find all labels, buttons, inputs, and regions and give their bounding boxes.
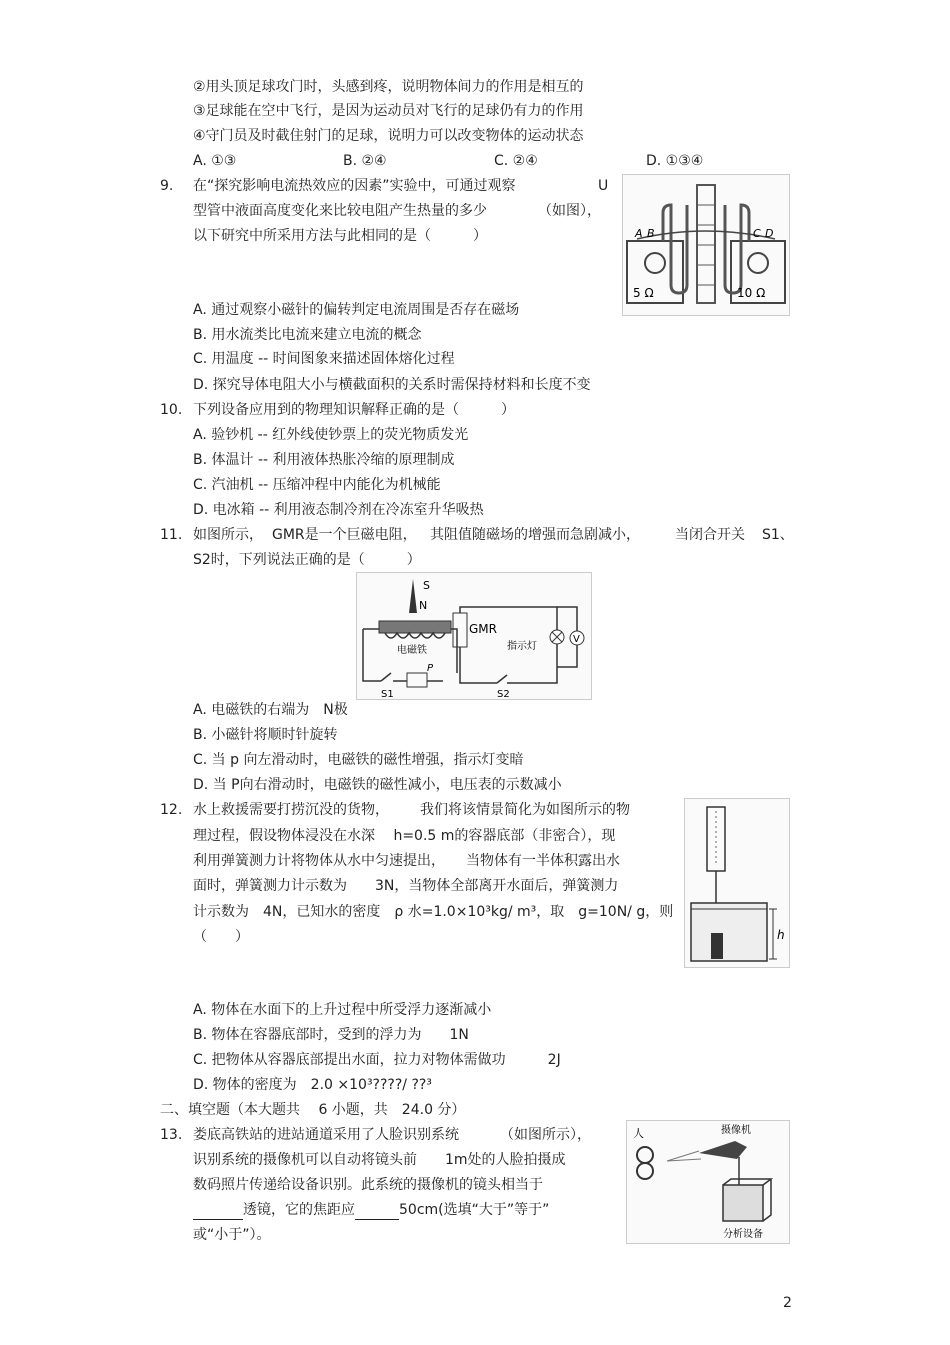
- q9-u-tube-figure: [622, 174, 790, 316]
- q12-stem-line5: 计示数为 4N，已知水的密度 ρ 水=1.0×10³kg/ m³，取 g=10N/ g，则: [193, 904, 674, 920]
- q9-stem-line3: 以下研究中所采用方法与此相同的是（ ）: [193, 228, 487, 244]
- label-n: N: [419, 599, 428, 612]
- q13-stem-line4: [193, 1200, 549, 1220]
- q12-option-a: A. 物体在水面下的上升过程中所受浮力逐渐减小: [193, 1002, 492, 1018]
- q10-option-b: B. 体温计 -- 利用液体热胀冷缩的原理制成: [193, 452, 455, 468]
- label-s1: S1: [381, 689, 394, 699]
- q13-stem-a: 娄底高铁站的进站通道采用了人脸识别系统: [193, 1127, 459, 1143]
- q12-stem-line2: 理过程，假设物体浸没在水深 h=0.5 m的容器底部（非密合），现: [193, 828, 616, 844]
- q11-stem-c: 其阻值随磁场的增强而急剧减小，: [430, 527, 640, 543]
- q12-spring-scale-figure: [684, 798, 790, 968]
- question-number-12: 12.: [160, 802, 183, 818]
- label-analysis-device: 分析设备: [723, 1229, 763, 1240]
- q13-stem-line3: 数码照片传递给设备识别。此系统的摄像机的镜头相当于: [193, 1177, 543, 1193]
- label-a: A: [635, 227, 643, 240]
- label-electromagnet: 电磁铁: [397, 645, 427, 656]
- q12-stem-line4: 面时，弹簧测力计示数为 3N，当物体全部离开水面后，弹簧测力: [193, 878, 619, 894]
- q9-stem-u: U: [598, 178, 609, 194]
- section-heading-fill-in: 二、填空题（本大题共 6 小题，共 24.0 分）: [160, 1102, 466, 1118]
- q11-option-a: A. 电磁铁的右端为 N极: [193, 702, 348, 718]
- label-c: C: [753, 227, 761, 240]
- option-c: C. ②④: [494, 153, 538, 169]
- q12-diagram: [685, 799, 789, 967]
- answer-blank-2[interactable]: [355, 1205, 399, 1220]
- q11-circuit-figure: [356, 572, 592, 700]
- label-gmr: GMR: [469, 622, 497, 636]
- label-s: S: [423, 579, 430, 592]
- q12-stem-a: 水上救援需要打捞沉没的货物，: [193, 802, 389, 818]
- q13-diagram: [627, 1121, 789, 1243]
- label-b: B: [647, 227, 655, 240]
- question-number-11: 11.: [160, 527, 183, 543]
- q10-option-a: A. 验钞机 -- 红外线使钞票上的荧光物质发光: [193, 427, 469, 443]
- option-a: A. ①③: [193, 153, 237, 169]
- q9-option-a: A. 通过观察小磁针的偏转判定电流周围是否存在磁场: [193, 302, 520, 318]
- q13-stem-line4b: 50cm(选填“大于”等于”: [399, 1202, 550, 1218]
- q9-stem-line1: 在“探究影响电流热效应的因素”实验中，可通过观察: [193, 178, 516, 194]
- q12-stem-line6: （ ）: [193, 929, 249, 945]
- label-10-ohm: 10 Ω: [737, 286, 766, 300]
- q13-stem-line5: 或“小于”）。: [193, 1227, 271, 1243]
- label-camera: 摄像机: [721, 1125, 751, 1136]
- label-5-ohm: 5 Ω: [633, 286, 654, 300]
- q11-stem-b: GMR是一个巨磁电阻，: [272, 527, 417, 543]
- q9-stem-line2b: （如图），: [538, 203, 601, 219]
- q9-stem-line2: 型管中液面高度变化来比较电阻产生热量的多少: [193, 203, 487, 219]
- page-number: 2: [783, 1295, 792, 1311]
- q10-option-d: D. 电冰箱 -- 利用液态制冷剂在冷冻室升华吸热: [193, 502, 484, 518]
- q11-option-b: B. 小磁针将顺时针旋转: [193, 727, 338, 743]
- q9-diagram: [623, 175, 789, 315]
- q9-option-d: D. 探究导体电阻大小与横截面积的关系时需保持材料和长度不变: [193, 377, 591, 393]
- label-indicator-lamp: 指示灯: [507, 641, 537, 652]
- q11-option-d: D. 当 P向右滑动时，电磁铁的磁性减小，电压表的示数减小: [193, 777, 562, 793]
- label-p: P: [427, 663, 434, 674]
- q11-option-c: C. 当 p 向左滑动时，电磁铁的磁性增强，指示灯变暗: [193, 752, 524, 768]
- q13-stem-line2: 识别系统的摄像机可以自动将镜头前 1m处的人脸拍摄成: [193, 1152, 566, 1168]
- question-number-9: 9.: [160, 178, 174, 194]
- label-voltmeter: V: [573, 634, 580, 645]
- q11-stem-d: 当闭合开关: [675, 527, 745, 543]
- answer-blank-1[interactable]: [193, 1205, 243, 1220]
- q12-stem-b: 我们将该情景简化为如图所示的物: [420, 802, 630, 818]
- q12-stem-line3: 利用弹簧测力计将物体从水中匀速提出， 当物体有一半体积露出水: [193, 853, 620, 869]
- q11-stem-line2: S2时，下列说法正确的是（ ）: [193, 552, 421, 568]
- label-s2: S2: [497, 689, 510, 699]
- q12-option-b: B. 物体在容器底部时，受到的浮力为 1N: [193, 1027, 469, 1043]
- q10-option-c: C. 汽油机 -- 压缩冲程中内能化为机械能: [193, 477, 441, 493]
- question-number-13: 13.: [160, 1127, 183, 1143]
- statement-3: ③足球能在空中飞行，是因为运动员对飞行的足球仍有力的作用: [193, 103, 584, 119]
- option-b: B. ②④: [343, 153, 387, 169]
- q9-option-c: C. 用温度 -- 时间图象来描述固体熔化过程: [193, 351, 455, 367]
- q11-diagram: [357, 573, 591, 699]
- statement-2: ②用头顶足球攻门时，头感到疼，说明物体间力的作用是相互的: [193, 79, 584, 95]
- q11-stem-e: S1、: [762, 527, 794, 543]
- q13-stem-b: （如图所示），: [500, 1127, 591, 1143]
- q9-option-b: B. 用水流类比电流来建立电流的概念: [193, 327, 422, 343]
- q12-option-d: D. 物体的密度为 2.0 ×10³????/ ??³: [193, 1077, 432, 1093]
- option-d: D. ①③④: [646, 153, 704, 169]
- label-d: D: [765, 227, 774, 240]
- label-h: h: [777, 928, 785, 942]
- q12-option-c: C. 把物体从容器底部提出水面，拉力对物体需做功 2J: [193, 1052, 561, 1068]
- q13-face-recognition-figure: [626, 1120, 790, 1244]
- statement-4: ④守门员及时截住射门的足球，说明力可以改变物体的运动状态: [193, 128, 584, 144]
- q13-stem-line4a: 透镜，它的焦距应: [243, 1202, 355, 1218]
- question-number-10: 10.: [160, 402, 183, 418]
- q10-stem: 下列设备应用到的物理知识解释正确的是（ ）: [193, 402, 515, 418]
- q11-stem-a: 如图所示，: [193, 527, 263, 543]
- label-person: 人: [633, 1127, 644, 1140]
